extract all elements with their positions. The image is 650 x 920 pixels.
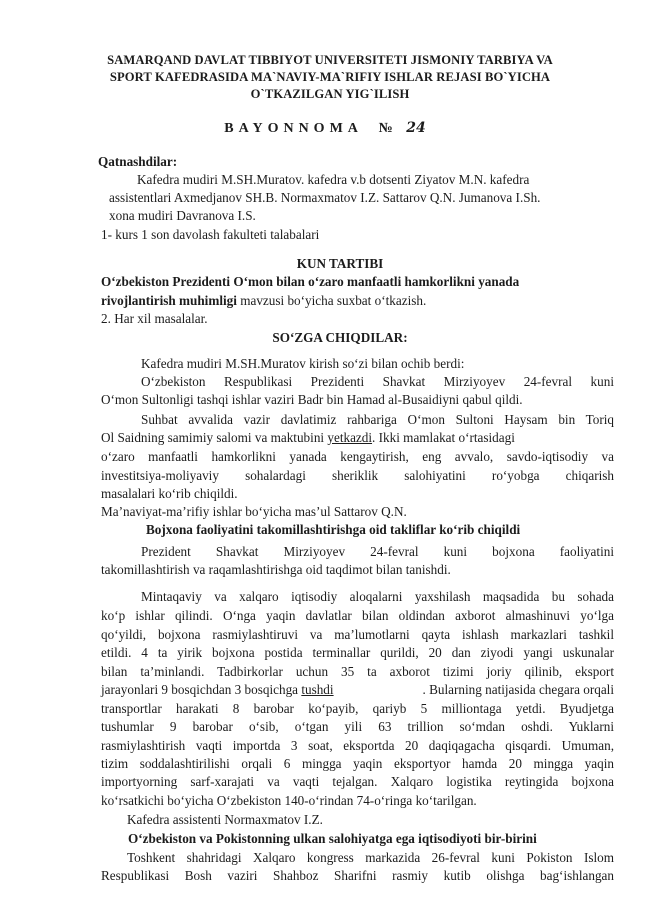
underlined-word: yetkazdi	[327, 430, 373, 445]
participants-line: 1- kurs 1 son davolash fakulteti talabalari	[101, 227, 320, 242]
speaker-intro: Kafedra mudiri M.SH.Muratov kirish so‘zi bilan ochib berdi:	[141, 356, 465, 371]
document-header	[95, 52, 565, 103]
text-span: jarayonlari 9 bosqichdan 3 bosqichga	[101, 682, 302, 697]
section-heading: Bojxona faoliyatini takomillashtirishga oid takliflar ko‘rib chiqildi	[146, 522, 521, 537]
paragraph-line: qo‘yildi, bojxona rasmiylashtiruvi va ma’lumotlarni qayta ishlash markazlari tashkil	[101, 627, 614, 642]
agenda-item-1-bold: rivojlantirish muhimligi	[101, 293, 237, 308]
header-line: SPORT KAFEDRASIDA MA`NAVIY-MA`RIFIY ISHLAR REJASI BO`YICHA	[109, 70, 551, 84]
participants-line: xona mudiri Davranova I.S.	[109, 208, 256, 223]
paragraph-line: tushumlar 9 barobar o‘sib, o‘tgan yili 63 trillion so‘mdan oshdi. Yuklarni	[101, 719, 614, 734]
agenda-item-2: 2. Har xil masalalar.	[101, 311, 208, 326]
paragraph-line: transportlar harakati 8 barobar ko‘payib, qariyb 5 milliontaga yetdi. Byudjetga	[101, 701, 614, 716]
paragraph-line: Suhbat avvalida vazir davlatimiz rahbariga O‘mon Sultoni Haysam bin Toriq	[141, 412, 614, 427]
paragraph-line: tizim soddalashtirilishi orqali 6 mingga yaqin eksportyor hamda 20 mingga yaqin	[101, 756, 614, 771]
paragraph-line: O‘zbekiston Respublikasi Prezidenti Shavkat Mirziyoyev 24-fevral kuni	[141, 374, 614, 389]
text-span: Ol Saidning samimiy salomi va maktubini	[101, 430, 328, 445]
paragraph-line: O‘mon Sultonligi tashqi ishlar vaziri Badr bin Hamad al-Busaidiyni qabul qildi.	[101, 392, 523, 407]
section-heading: O‘zbekiston va Pokistonning ulkan salohiyatga ega iqtisodiyoti bir-birini	[128, 831, 537, 846]
participants-line: assistentlari Axmedjanov SH.B. Normaxmatov I.Z. Sattarov Q.N. Jumanova I.Sh.	[109, 190, 541, 205]
paragraph-line: Toshkent shahridagi Xalqaro kongress markazida 26-fevral kuni Pokiston Islom	[127, 850, 614, 865]
agenda-item-1-cont	[101, 292, 606, 310]
paragraph-line: etildi. 4 ta yirik bojxona postida terminallar qurildi, 20 dan ziyodi yangi uskunalar	[101, 645, 614, 660]
paragraph-line	[101, 429, 606, 447]
agenda-heading: KUN TARTIBI	[296, 256, 384, 271]
handwritten-number: 24	[406, 120, 426, 136]
paragraph-line: masalalari ko‘rib chiqildi.	[101, 486, 238, 501]
speakers-heading: SO‘ZGA CHIQDILAR:	[272, 330, 408, 345]
agenda-item-1-rest: mavzusi bo‘yicha suxbat o‘tkazish.	[236, 293, 427, 308]
paragraph-line: takomillashtirish va raqamlashtirishga oid taqdimot bilan tanishdi.	[101, 562, 451, 577]
participants-heading: Qatnashdilar:	[98, 154, 178, 169]
paragraph-line	[101, 681, 614, 699]
participants-line: Kafedra mudiri M.SH.Muratov. kafedra v.b dotsenti Ziyatov M.N. kafedra	[137, 172, 530, 187]
underlined-word: tushdi	[301, 682, 334, 697]
bayonnoma-label: BAYONNOMA	[224, 121, 363, 136]
paragraph-line: Mintaqaviy va xalqaro iqtisodiy aloqalarni yaxshilash maqsadida bu sohada	[141, 589, 614, 604]
paragraph-line: Respublikasi Bosh vaziri Shahboz Sharifni rasmiy kutib olishga bag‘ishlangan	[101, 868, 614, 883]
header-line: O`TKAZILGAN YIG`ILISH	[250, 87, 410, 101]
text-span: . Bularning natijasida chegara orqali	[422, 682, 614, 697]
speaker-intro: Ma’naviyat-ma’rifiy ishlar bo‘yicha mas’ul Sattarov Q.N.	[101, 504, 407, 519]
paragraph-line: rasmiylashtirish vaqti importda 3 soat, eksportda 20 daqiqagacha qisqardi. Umuman,	[101, 738, 614, 753]
paragraph-line: investitsiya-moliyaviy sohalardagi sheriklik salohiyatini ro‘yobga chiqarish	[101, 468, 614, 483]
text-span: . Ikki mamlakat o‘rtasidagi	[372, 430, 515, 445]
agenda-item-1: O‘zbekiston Prezidenti O‘mon bilan o‘zaro manfaatli hamkorlikni yanada	[101, 274, 520, 289]
paragraph-line: Prezident Shavkat Mirziyoyev 24-fevral kuni bojxona faoliyatini	[141, 544, 614, 559]
paragraph-line: o‘zaro manfaatli hamkorlikni yanada kengaytirish, eng avvalo, savdo-iqtisodiy va	[101, 449, 614, 464]
paragraph-line: importyorning sarf-xarajati va vaqti tejalgan. Xalqaro logistika reytingida bojxona	[101, 774, 614, 789]
header-line: SAMARQAND DAVLAT TIBBIYOT UNIVERSITETI JISMONIY TARBIYA VA	[107, 53, 553, 67]
paragraph-line: ko‘p ishlar qilindi. O‘nga yaqin davlatlar bilan oldindan axborot almashinuvi yo‘lga	[101, 608, 614, 623]
number-sign: №	[378, 121, 394, 136]
paragraph-line: ko‘rsatkichi bo‘yicha O‘zbekiston 140-o‘rindan 74-o‘ringa ko‘tarilgan.	[101, 793, 477, 808]
text-span	[101, 681, 334, 699]
paragraph-line: bilan ta’minlandi. Tadbirkorlar uchun 35 ta axborot tizimi joriy qilinib, eksport	[101, 664, 614, 679]
document-title	[0, 119, 650, 138]
speaker-intro: Kafedra assistenti Normaxmatov I.Z.	[127, 812, 323, 827]
